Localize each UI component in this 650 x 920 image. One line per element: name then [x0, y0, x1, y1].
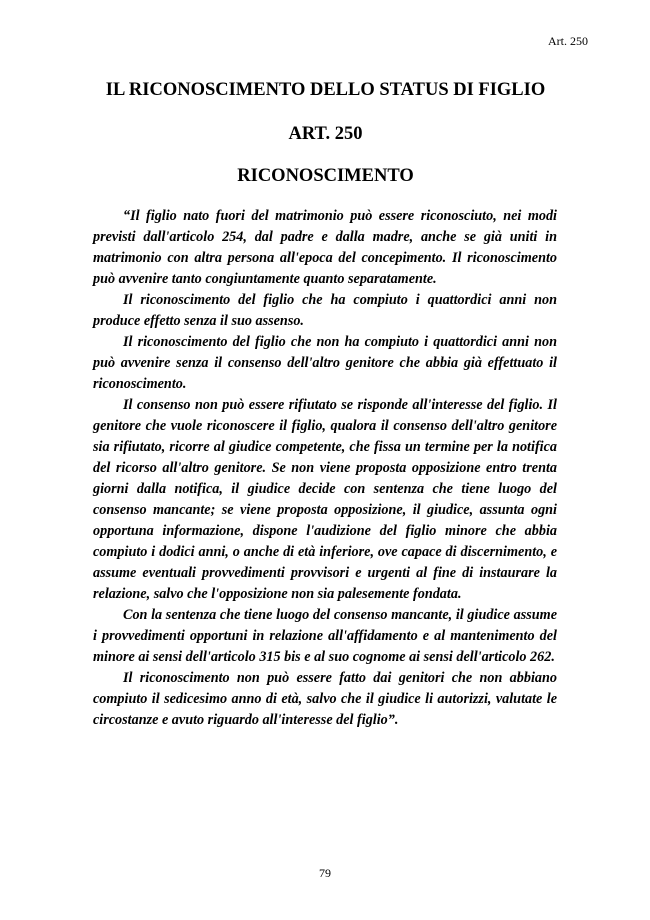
- article-heading: RICONOSCIMENTO: [237, 166, 414, 186]
- paragraph-6: Il riconoscimento non può essere fatto dai genitori che non abbiano compiuto il sedicesimo anno di età, salvo che il giudice li autorizzi, valutate le circostanze e avuto riguardo all'interesse del figlio”.: [93, 670, 557, 728]
- article-body: [93, 206, 557, 731]
- article-number: ART. 250: [288, 124, 363, 144]
- running-header: Art. 250: [548, 34, 588, 48]
- paragraph-1: “Il figlio nato fuori del matrimonio può essere riconosciuto, nei modi previsti dall'articolo 254, dal padre e dalla madre, anche se già uniti in matrimonio con altra persona all'epoca del concepimento. Il riconoscimento può avvenire tanto congiuntamente quanto separatamente.: [93, 208, 557, 287]
- paragraph-2: Il riconoscimento del figlio che ha compiuto i quattordici anni non produce effetto senza il suo assenso.: [93, 292, 557, 329]
- paragraph-4: Il consenso non può essere rifiutato se risponde all'interesse del figlio. Il genitore che vuole riconoscere il figlio, qualora il consenso dell'altro genitore sia rifiutato, ricorre al giudice competente, che fissa un termine per la notifica del ricorso all'altro genitore. Se non viene proposta opposizione entro trenta giorni dalla notifica, il giudice decide con sentenza che tiene luogo del consenso mancante; se viene proposta opposizione, il giudice, assunta ogni opportuna informazione, dispone l'audizione del figlio minore che abbia compiuto i dodici anni, o anche di età inferiore, ove capace di discernimento, e assume eventuali provvedimenti provvisori e urgenti al fine di instaurare la relazione, salvo che l'opposizione non sia palesemente fondata.: [93, 397, 557, 602]
- page-number: 79: [319, 866, 331, 880]
- paragraph-5: Con la sentenza che tiene luogo del consenso mancante, il giudice assume i provvedimenti opportuni in relazione all'affidamento e al mantenimento del minore ai sensi dell'articolo 315 bis e al suo cognome ai sensi dell'articolo 262.: [93, 607, 557, 665]
- chapter-title: IL RICONOSCIMENTO DELLO STATUS DI FIGLIO: [105, 80, 546, 100]
- paragraph-3: Il riconoscimento del figlio che non ha compiuto i quattordici anni non può avvenire senza il consenso dell'altro genitore che abbia già effettuato il riconoscimento.: [93, 334, 557, 392]
